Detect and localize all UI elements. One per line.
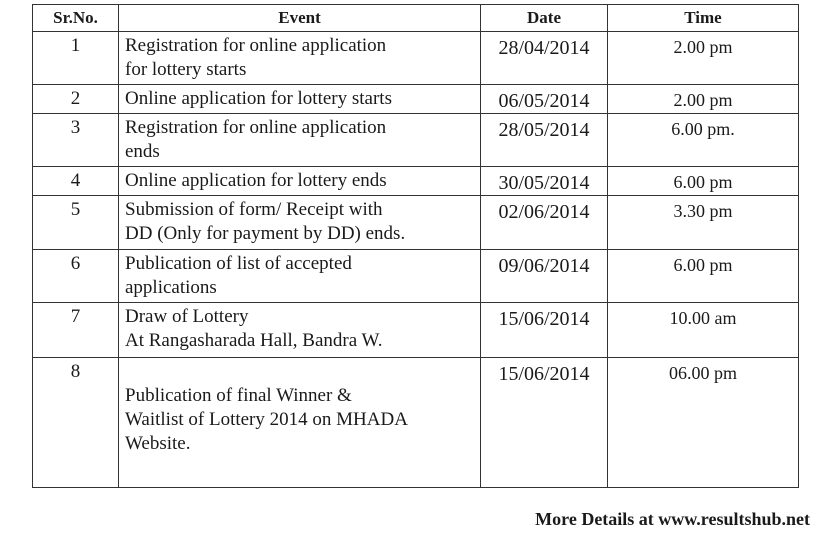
table-row [33,32,799,85]
event-line: DD (Only for payment by DD) ends. [125,223,406,244]
table-row [33,250,799,303]
row-srno: 6 [33,250,119,303]
event-line: applications [125,277,217,298]
row-srno: 3 [33,114,119,167]
event-line: Waitlist of Lottery 2014 on MHADA [125,409,408,430]
event-line: Publication of final Winner & [125,385,352,406]
row-event [119,196,481,250]
row-time: 2.00 pm [608,32,799,85]
event-line: Publication of list of accepted [125,253,352,274]
row-time: 3.30 pm [608,196,799,250]
row-date: 30/05/2014 [481,167,608,196]
event-line: Registration for online application [125,35,387,56]
row-event [119,114,481,167]
header-row [33,5,799,32]
table-row [33,85,799,114]
event-line: ends [125,141,160,162]
row-time: 06.00 pm [608,358,799,488]
row-date: 28/04/2014 [481,32,608,85]
row-date: 09/06/2014 [481,250,608,303]
row-event [119,32,481,85]
schedule-table [32,4,799,488]
table-row [33,196,799,250]
row-event [119,85,481,114]
row-srno: 2 [33,85,119,114]
event-line: Registration for online application [125,117,387,138]
event-line: Draw of Lottery [125,306,249,327]
row-srno: 1 [33,32,119,85]
row-time: 2.00 pm [608,85,799,114]
row-time: 6.00 pm. [608,114,799,167]
row-event [119,358,481,488]
table-row [33,167,799,196]
event-line: Website. [125,433,191,454]
row-date: 28/05/2014 [481,114,608,167]
row-date: 02/06/2014 [481,196,608,250]
event-line: Online application for lottery starts [125,88,392,109]
row-event [119,167,481,196]
row-srno: 5 [33,196,119,250]
row-event [119,303,481,358]
row-time: 6.00 pm [608,167,799,196]
table-row [33,303,799,358]
row-time: 10.00 am [608,303,799,358]
row-date: 06/05/2014 [481,85,608,114]
more-details-footer: More Details at www.resultshub.net [535,509,810,529]
row-event [119,250,481,303]
row-date: 15/06/2014 [481,303,608,358]
header-srno: Sr.No. [33,5,119,32]
table-row [33,114,799,167]
event-line: Online application for lottery ends [125,170,387,191]
header-event: Event [119,5,481,32]
header-time: Time [608,5,799,32]
event-line: for lottery starts [125,59,247,80]
row-time: 6.00 pm [608,250,799,303]
row-srno: 4 [33,167,119,196]
header-date: Date [481,5,608,32]
table-row [33,358,799,488]
row-srno: 7 [33,303,119,358]
event-line: Submission of form/ Receipt with [125,199,383,220]
row-date: 15/06/2014 [481,358,608,488]
event-line: At Rangasharada Hall, Bandra W. [125,330,383,351]
event-spacer [125,360,476,384]
row-srno: 8 [33,358,119,488]
